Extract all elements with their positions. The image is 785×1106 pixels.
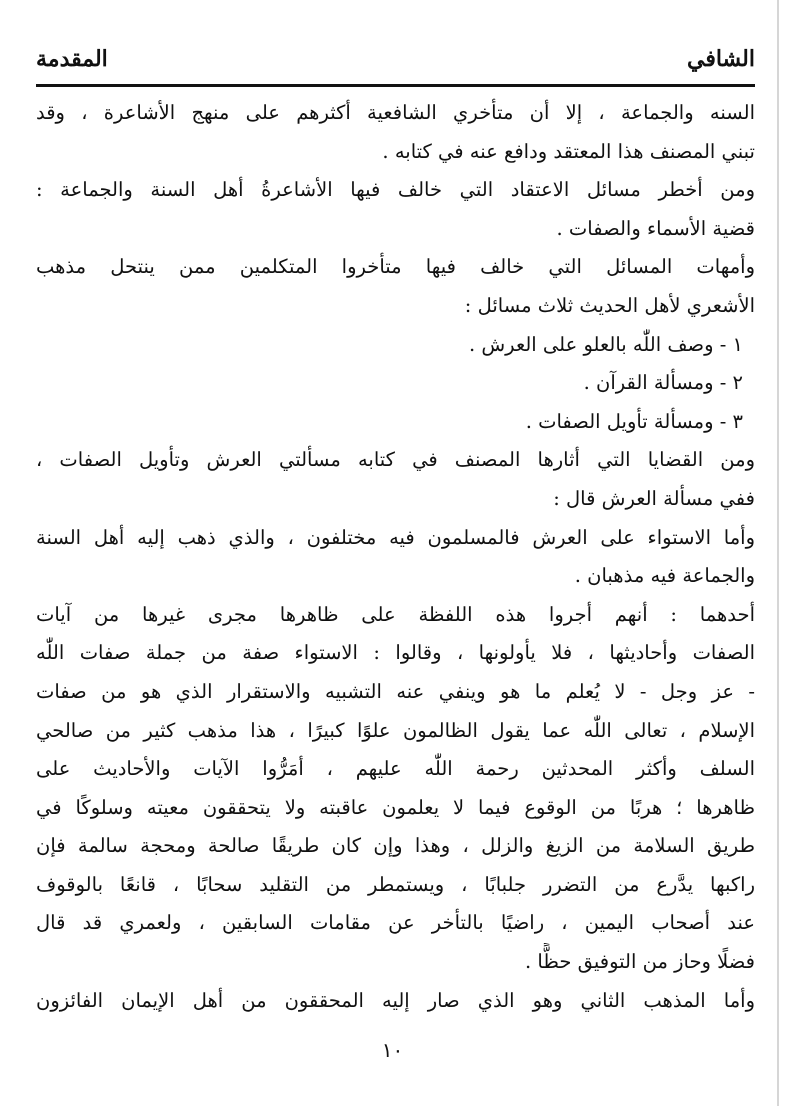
- list-item: ٣ - ومسألة تأويل الصفات .: [525, 409, 743, 433]
- text-line: ظاهرها ؛ هربًا من الوقوع فيما لا يعلمون عاقبته ولا يتحققون معيته وسلوكًا في: [36, 795, 755, 819]
- page-number: ١٠: [381, 1038, 404, 1062]
- text-line: وأما المذهب الثاني وهو الذي صار إليه المحققون من أهل الإيمان الفائزون: [36, 988, 755, 1012]
- text-line: راكبها يدَّرع من التضرر جلبابًا ، ويستمطر من التقليد سحابًا ، قانعًا بالوقوف: [36, 872, 755, 896]
- text-line: تبني المصنف هذا المعتقد ودافع عنه في كتابه .: [382, 139, 755, 163]
- running-header: [36, 40, 755, 84]
- text-line: ومن القضايا التي أثارها المصنف في كتابه مسألتي العرش وتأويل الصفات ،: [36, 448, 755, 472]
- header-section-title: المقدمة: [36, 46, 108, 72]
- text-line: قضية الأسماء والصفات .: [556, 216, 755, 240]
- list-item: ١ - وصف اللّٰه بالعلو على العرش .: [468, 332, 743, 356]
- text-line: الإسلام ، تعالى اللّٰه عما يقول الظالمون علوًا كبيرًا ، هذا مذهب كثير من صالحي: [36, 718, 755, 742]
- text-line: ومن أخطر مسائل الاعتقاد التي خالف فيها الأشاعرةُ أهل السنة والجماعة :: [36, 178, 755, 202]
- text-line: فضلًا وحاز من التوفيق حظًّا .: [525, 950, 755, 974]
- body-text: [36, 94, 755, 1020]
- text-line: ففي مسألة العرش قال :: [553, 486, 755, 510]
- list-item: ٢ - ومسألة القرآن .: [583, 371, 743, 395]
- header-book-title: الشافي: [687, 46, 755, 72]
- text-line: وأما الاستواء على العرش فالمسلمون فيه مختلفون ، والذي ذهب إليه أهل السنة: [36, 525, 755, 549]
- text-line: السلف وأكثر المحدثين رحمة اللّٰه عليهم ، أمَرُّوا الآيات والأحاديث على: [36, 757, 755, 781]
- text-line: الأشعري لأهل الحديث ثلاث مسائل :: [464, 293, 755, 317]
- text-line: والجماعة فيه مذهبان .: [574, 564, 755, 588]
- text-line: أحدهما : أنهم أجروا هذه اللفظة على ظاهرها مجرى غيرها من آيات: [36, 602, 755, 626]
- text-line: السنه والجماعة ، إلا أن متأخري الشافعية أكثرهم على منهج الأشاعرة ، وقد: [36, 101, 755, 124]
- text-line: - عز وجل - لا يُعلم ما هو وينفي عنه التشبيه والاستقرار الذي هو من صفات: [36, 679, 755, 703]
- text-line: وأمهات المسائل التي خالف فيها متأخروا المتكلمين ممن ينتحل مذهب: [36, 255, 755, 279]
- text-line: الصفات وأحاديثها ، فلا يأولونها ، وقالوا : الاستواء صفة من جملة صفات اللّٰه: [36, 641, 755, 665]
- scan-edge-shadow: [777, 0, 779, 1106]
- header-rule: [36, 84, 755, 87]
- text-line: طريق السلامة من الزيغ والزلل ، وهذا وإن كان طريقًا صالحة ومحجة سالمة فإن: [36, 834, 755, 858]
- text-line: عند أصحاب اليمين ، راضيًا بالتأخر عن مقامات السابقين ، ولعمري قد قال: [36, 911, 755, 935]
